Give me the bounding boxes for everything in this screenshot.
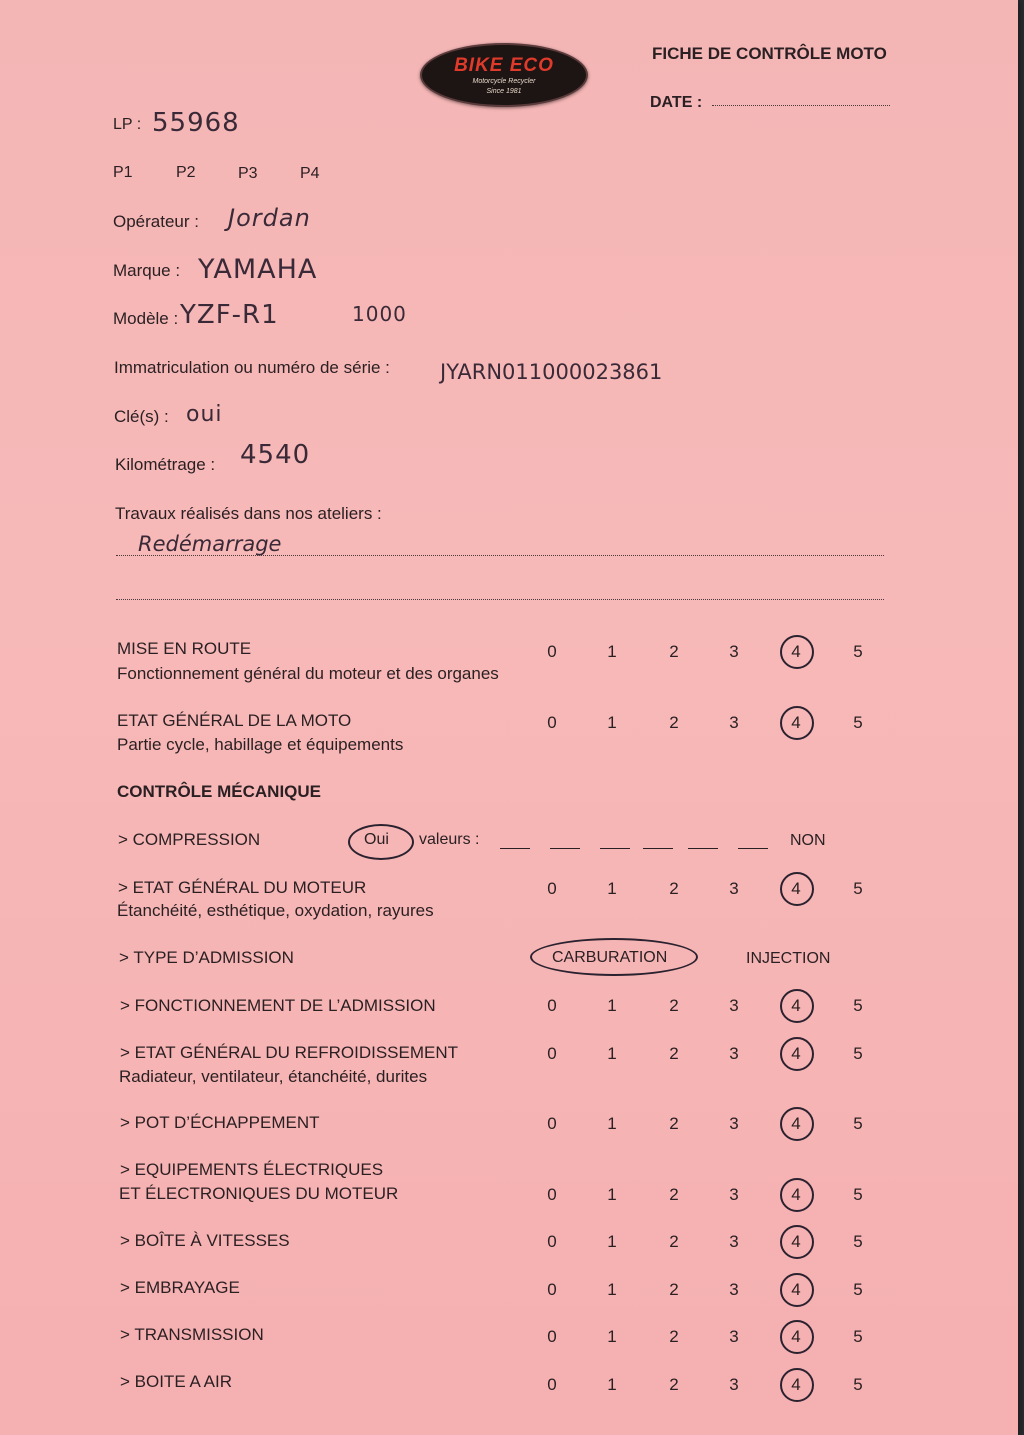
row-5-selected-circle: [780, 1225, 814, 1259]
etat-moto-score-2[interactable]: 2: [669, 713, 679, 732]
row-3-selected-circle: [780, 1107, 814, 1141]
row-1-score-2[interactable]: 2: [669, 996, 679, 1015]
row-3-score-4[interactable]: 4: [791, 1114, 801, 1133]
row-7-score-1[interactable]: 1: [607, 1327, 617, 1346]
etat-moto-score-3[interactable]: 3: [729, 713, 739, 732]
row-6-score-1[interactable]: 1: [607, 1280, 617, 1299]
row-4-score-3[interactable]: 3: [729, 1185, 739, 1204]
compression-value-1[interactable]: [500, 848, 530, 849]
row-6-score-3[interactable]: 3: [729, 1280, 739, 1299]
row-8-score-5[interactable]: 5: [853, 1375, 863, 1394]
mise-en-route-score-2[interactable]: 2: [669, 642, 679, 661]
admission-injection[interactable]: INJECTION: [746, 950, 831, 967]
immat-label: Immatriculation ou numéro de série :: [114, 358, 390, 377]
row-5-score-2[interactable]: 2: [669, 1232, 679, 1251]
compression-value-5[interactable]: [688, 848, 718, 849]
marque-label: Marque :: [113, 261, 181, 280]
row-2-score-4[interactable]: 4: [791, 1044, 801, 1063]
admission-carburation[interactable]: CARBURATION: [552, 949, 668, 966]
row-5-score-4[interactable]: 4: [791, 1232, 801, 1251]
row-4-score-2[interactable]: 2: [669, 1185, 679, 1204]
row-1-score-4[interactable]: 4: [791, 996, 801, 1015]
row-5-score-0[interactable]: 0: [547, 1232, 557, 1251]
row-7-score-3[interactable]: 3: [729, 1327, 739, 1346]
row-5-score-1[interactable]: 1: [607, 1232, 617, 1251]
row-2-selected-circle: [780, 1037, 814, 1071]
etat-moto-score-5[interactable]: 5: [853, 713, 863, 732]
row-2-sub: Radiateur, ventilateur, étanchéité, durites: [119, 1067, 428, 1086]
row-6-score-0[interactable]: 0: [547, 1280, 557, 1299]
modele-value[interactable]: YZF-R1: [180, 300, 279, 330]
position-p1[interactable]: P1: [113, 164, 133, 181]
compression-label: > COMPRESSION: [118, 830, 261, 849]
row-3-score-2[interactable]: 2: [669, 1114, 679, 1133]
admission-label: > TYPE D’ADMISSION: [119, 948, 294, 967]
row-2-label: > ETAT GÉNÉRAL DU REFROIDISSEMENT: [120, 1043, 459, 1062]
logo-since: Since 1981: [486, 88, 522, 95]
mise-en-route-score-5[interactable]: 5: [853, 642, 863, 661]
row-7-score-4[interactable]: 4: [791, 1327, 801, 1346]
travaux-line-2[interactable]: [116, 599, 884, 600]
row-4-label-2: ET ÉLECTRONIQUES DU MOTEUR: [119, 1184, 399, 1203]
row-5-score-5[interactable]: 5: [853, 1232, 863, 1251]
row-1-score-3[interactable]: 3: [729, 996, 739, 1015]
lp-label: LP :: [113, 116, 142, 133]
row-6-score-2[interactable]: 2: [669, 1280, 679, 1299]
etat-moteur-score-4[interactable]: 4: [791, 879, 801, 898]
row-2-score-1[interactable]: 1: [607, 1044, 617, 1063]
etat-moto-selected-circle: [780, 706, 814, 740]
row-4-score-4[interactable]: 4: [791, 1185, 801, 1204]
row-3-score-3[interactable]: 3: [729, 1114, 739, 1133]
etat-moto-title: ETAT GÉNÉRAL DE LA MOTO: [117, 711, 352, 730]
row-7-score-0[interactable]: 0: [547, 1327, 557, 1346]
etat-moteur-score-1[interactable]: 1: [607, 879, 617, 898]
cles-label: Clé(s) :: [114, 407, 169, 426]
row-4-score-1[interactable]: 1: [607, 1185, 617, 1204]
etat-moto-score-0[interactable]: 0: [547, 713, 557, 732]
modele-cc[interactable]: 1000: [352, 302, 407, 326]
marque-value[interactable]: YAMAHA: [198, 254, 318, 285]
row-1-score-1[interactable]: 1: [607, 996, 617, 1015]
compression-value-3[interactable]: [600, 848, 630, 849]
bike-eco-logo: [420, 43, 588, 107]
row-6-score-5[interactable]: 5: [853, 1280, 863, 1299]
immat-value[interactable]: JYARN011000023861: [440, 360, 663, 384]
mise-en-route-score-0[interactable]: 0: [547, 642, 557, 661]
etat-moteur-sub: Étanchéité, esthétique, oxydation, rayures: [117, 901, 434, 920]
km-label: Kilométrage :: [115, 455, 216, 474]
etat-moto-score-1[interactable]: 1: [607, 713, 617, 732]
etat-moteur-score-3[interactable]: 3: [729, 879, 739, 898]
etat-moteur-label: > ETAT GÉNÉRAL DU MOTEUR: [118, 878, 367, 897]
etat-moteur-score-5[interactable]: 5: [853, 879, 863, 898]
row-1-label: > FONCTIONNEMENT DE L’ADMISSION: [120, 996, 436, 1015]
row-1-score-0[interactable]: 0: [547, 996, 557, 1015]
mise-en-route-score-4[interactable]: 4: [791, 642, 801, 661]
section-mecanique: CONTRÔLE MÉCANIQUE: [117, 782, 321, 801]
compression-value-4[interactable]: [643, 848, 673, 849]
mise-en-route-title: MISE EN ROUTE: [117, 639, 252, 658]
row-8-selected-circle: [780, 1368, 814, 1402]
lp-value[interactable]: 55968: [152, 108, 240, 138]
row-2-score-2[interactable]: 2: [669, 1044, 679, 1063]
etat-moteur-score-0[interactable]: 0: [547, 879, 557, 898]
position-p2[interactable]: P2: [176, 164, 196, 181]
row-8-label: > BOITE A AIR: [120, 1372, 232, 1391]
mise-en-route-sub: Fonctionnement général du moteur et des organes: [117, 664, 499, 683]
logo-brand: BIKE ECO: [454, 55, 554, 76]
row-8-score-2[interactable]: 2: [669, 1375, 679, 1394]
position-p3[interactable]: P3: [238, 165, 258, 182]
km-value[interactable]: 4540: [240, 440, 311, 470]
modele-label: Modèle :: [113, 309, 179, 328]
row-3-score-1[interactable]: 1: [607, 1114, 617, 1133]
row-4-label: > EQUIPEMENTS ÉLECTRIQUES: [120, 1160, 384, 1179]
row-7-selected-circle: [780, 1320, 814, 1354]
logo-tagline: Motorcycle Recycler: [472, 78, 536, 85]
travaux-line-1[interactable]: [116, 555, 884, 556]
row-6-label: > EMBRAYAGE: [120, 1278, 240, 1297]
mise-en-route-score-1[interactable]: 1: [607, 642, 617, 661]
etat-moteur-score-2[interactable]: 2: [669, 879, 679, 898]
date-label: DATE :: [650, 94, 703, 111]
mise-en-route-score-3[interactable]: 3: [729, 642, 739, 661]
row-1-score-5[interactable]: 5: [853, 996, 863, 1015]
date-field[interactable]: [712, 105, 890, 106]
row-8-score-1[interactable]: 1: [607, 1375, 617, 1394]
compression-value-2[interactable]: [550, 848, 580, 849]
compression-valeurs-label: valeurs :: [419, 831, 480, 848]
row-6-selected-circle: [780, 1273, 814, 1307]
travaux-value[interactable]: Redémarrage: [138, 532, 282, 556]
row-2-score-3[interactable]: 3: [729, 1044, 739, 1063]
row-2-score-5[interactable]: 5: [853, 1044, 863, 1063]
mise-en-route-selected-circle: [780, 635, 814, 669]
operateur-label: Opérateur :: [113, 212, 199, 231]
travaux-label: Travaux réalisés dans nos ateliers :: [115, 504, 382, 523]
row-5-label: > BOÎTE À VITESSES: [120, 1231, 290, 1250]
row-3-score-0[interactable]: 0: [547, 1114, 557, 1133]
compression-oui[interactable]: Oui: [364, 831, 389, 848]
row-8-score-0[interactable]: 0: [547, 1375, 557, 1394]
row-2-score-0[interactable]: 0: [547, 1044, 557, 1063]
row-6-score-4[interactable]: 4: [791, 1280, 801, 1299]
etat-moto-score-4[interactable]: 4: [791, 713, 801, 732]
position-p4[interactable]: P4: [300, 165, 320, 182]
cles-value[interactable]: oui: [186, 402, 223, 427]
row-8-score-4[interactable]: 4: [791, 1375, 801, 1394]
row-4-selected-circle: [780, 1178, 814, 1212]
row-3-label: > POT D’ÉCHAPPEMENT: [120, 1113, 320, 1132]
etat-moteur-selected-circle: [780, 872, 814, 906]
row-8-score-3[interactable]: 3: [729, 1375, 739, 1394]
row-7-score-5[interactable]: 5: [853, 1327, 863, 1346]
compression-value-6[interactable]: [738, 848, 768, 849]
row-5-score-3[interactable]: 3: [729, 1232, 739, 1251]
etat-moto-sub: Partie cycle, habillage et équipements: [117, 735, 404, 754]
operateur-value[interactable]: Jordan: [228, 204, 311, 232]
form-title: FICHE DE CONTRÔLE MOTO: [652, 44, 887, 63]
row-4-score-0[interactable]: 0: [547, 1185, 557, 1204]
row-3-score-5[interactable]: 5: [853, 1114, 863, 1133]
row-1-selected-circle: [780, 989, 814, 1023]
row-7-score-2[interactable]: 2: [669, 1327, 679, 1346]
row-4-score-5[interactable]: 5: [853, 1185, 863, 1204]
compression-non[interactable]: NON: [790, 832, 826, 849]
row-7-label: > TRANSMISSION: [120, 1325, 264, 1344]
